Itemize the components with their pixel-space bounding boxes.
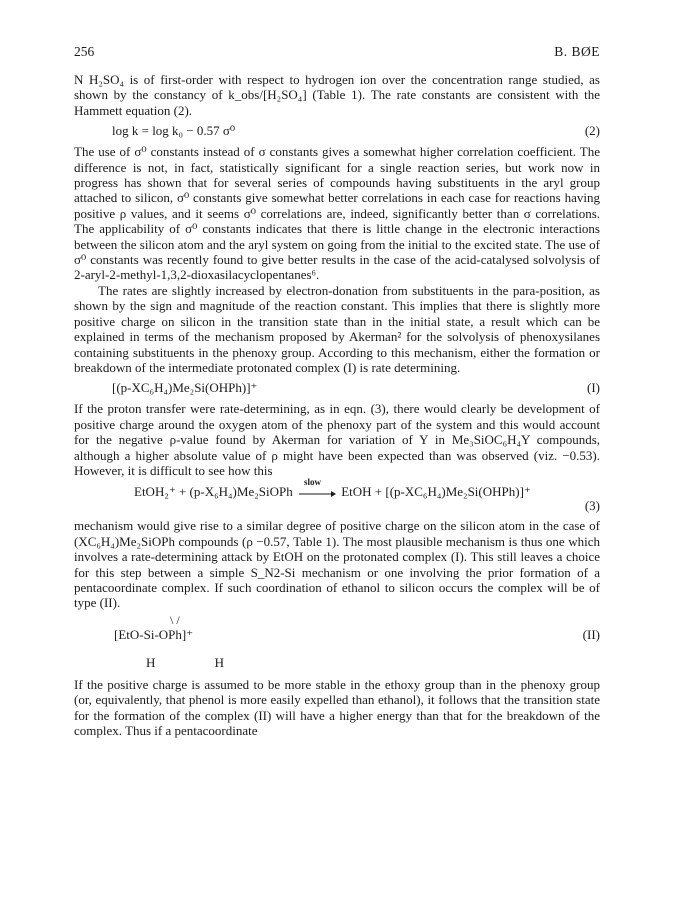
paragraph-2: The use of σ⁰ constants instead of σ constants gives a somewhat higher correlation coefficient. The difference is not, in fact, statistically significant for a single reaction series, but work now in progress has shown that for several series of compounds having substituents in the aryl group attached to silicon, σ⁰ constants give somewhat better correlations in each case for reactions having positive ρ values, and it seems σ⁰ correlations are, indeed, significantly better than σ correlations. The applicability of σ⁰ constants indicates that there is little change in the electronic interactions between the silicon atom and the aryl system on going from the initial to the excited state. The use of σ⁰ constants was recently found to give better results in the case of the acid-catalysed solvolysis of 2-aryl-2-methyl-1,3,2-dioxasilacyclopentanes⁶. (74, 144, 600, 283)
equation-3-right: EtOH + [(p-XC₆H₄)Me₂Si(OHPh)]⁺ (341, 484, 531, 500)
paragraph-6: If the positive charge is assumed to be more stable in the ethoxy group than in the phenoxy group (or, equivalently, that phenol is more easily expelled than ethanol), it follows that the transition state for the formation of the complex (II) will have a higher energy than that for the breakdown of the complex. Thus if a pentacoordinate (74, 676, 600, 738)
running-head: B. BØE (554, 44, 600, 59)
equation-2-expr: log k = log k₀ − 0.57 σ⁰ (112, 123, 236, 139)
structure-II-hydrogens: H H (146, 654, 253, 670)
paragraph-3: The rates are slightly increased by electron-donation from substituents in the para-position, as shown by the sign and magnitude of the reaction constant. This implies that there is slightly more positive charge on silicon in the transition state than in the initial state, a result which can be explained in terms of the mechanism proposed by Akerman² for the solvolysis of phenoxysilanes containing substituents in the phenoxy group. According to this mechanism, either the formation or breakdown of the intermediate protonated complex (I) is rate determining. (74, 282, 600, 375)
structure-I-label: (I) (587, 380, 600, 396)
reaction-arrow (298, 477, 336, 499)
structure-II-expr: [EtO-Si-OPh]⁺ (114, 626, 194, 642)
equation-2 (74, 120, 600, 142)
page-number: 256 (74, 44, 95, 59)
structure-II-label: (II) (582, 626, 600, 642)
equation-3-left: EtOH₂⁺ + (p-X₆H₄)Me₂SiOPh (134, 484, 293, 500)
paragraph-5: mechanism would give rise to a similar degree of positive charge on the silicon atom in the case of (XC₆H₄)Me₂SiOPh compounds (ρ −0.57, Table 1). The most plausible mechanism is thus one which involves a rate-determining attack by EtOH on the protonated complex (I). This still leaves a choice for this step between a simple S_N2-Si mechanism or one involving the prior formation of a pentacoordinate complex. If such coordination of ethanol to silicon occurs the complex will be of type (II). (74, 518, 600, 611)
equation-2-label: (2) (584, 123, 600, 139)
paragraph-1: N H₂SO₄ is of first-order with respect to hydrogen ion over the concentration range studied, as shown by the constancy of k_obs/[H₂SO₄] (Table 1). The rate constants are consistent with the Hammett equation (2). (74, 72, 600, 118)
structure-I-expr: [(p-XC₆H₄)Me₂Si(OHPh)]⁺ (112, 380, 258, 396)
arrow-icon (298, 489, 336, 499)
page-header (74, 44, 600, 62)
body-text (74, 72, 600, 738)
equation-3 (74, 477, 600, 514)
structure-I (74, 377, 600, 399)
equation-3-expr (134, 477, 531, 500)
structure-II-bonds: \ / (170, 612, 180, 627)
equation-3-label: (3) (584, 498, 600, 514)
structure-II (74, 613, 600, 675)
paragraph-4: If the proton transfer were rate-determining, as in eqn. (3), there would clearly be development of positive charge around the oxygen atom of the phenoxy part of the system and this would account for the negative ρ-value found by Akerman for variation of Y in Me₃SiOC₆H₄Y compounds, although a higher absolute value of ρ might have been expected than was observed (viz. −0.53). However, it is difficult to see how this (74, 401, 600, 478)
reaction-arrow-label: slow (303, 477, 321, 488)
